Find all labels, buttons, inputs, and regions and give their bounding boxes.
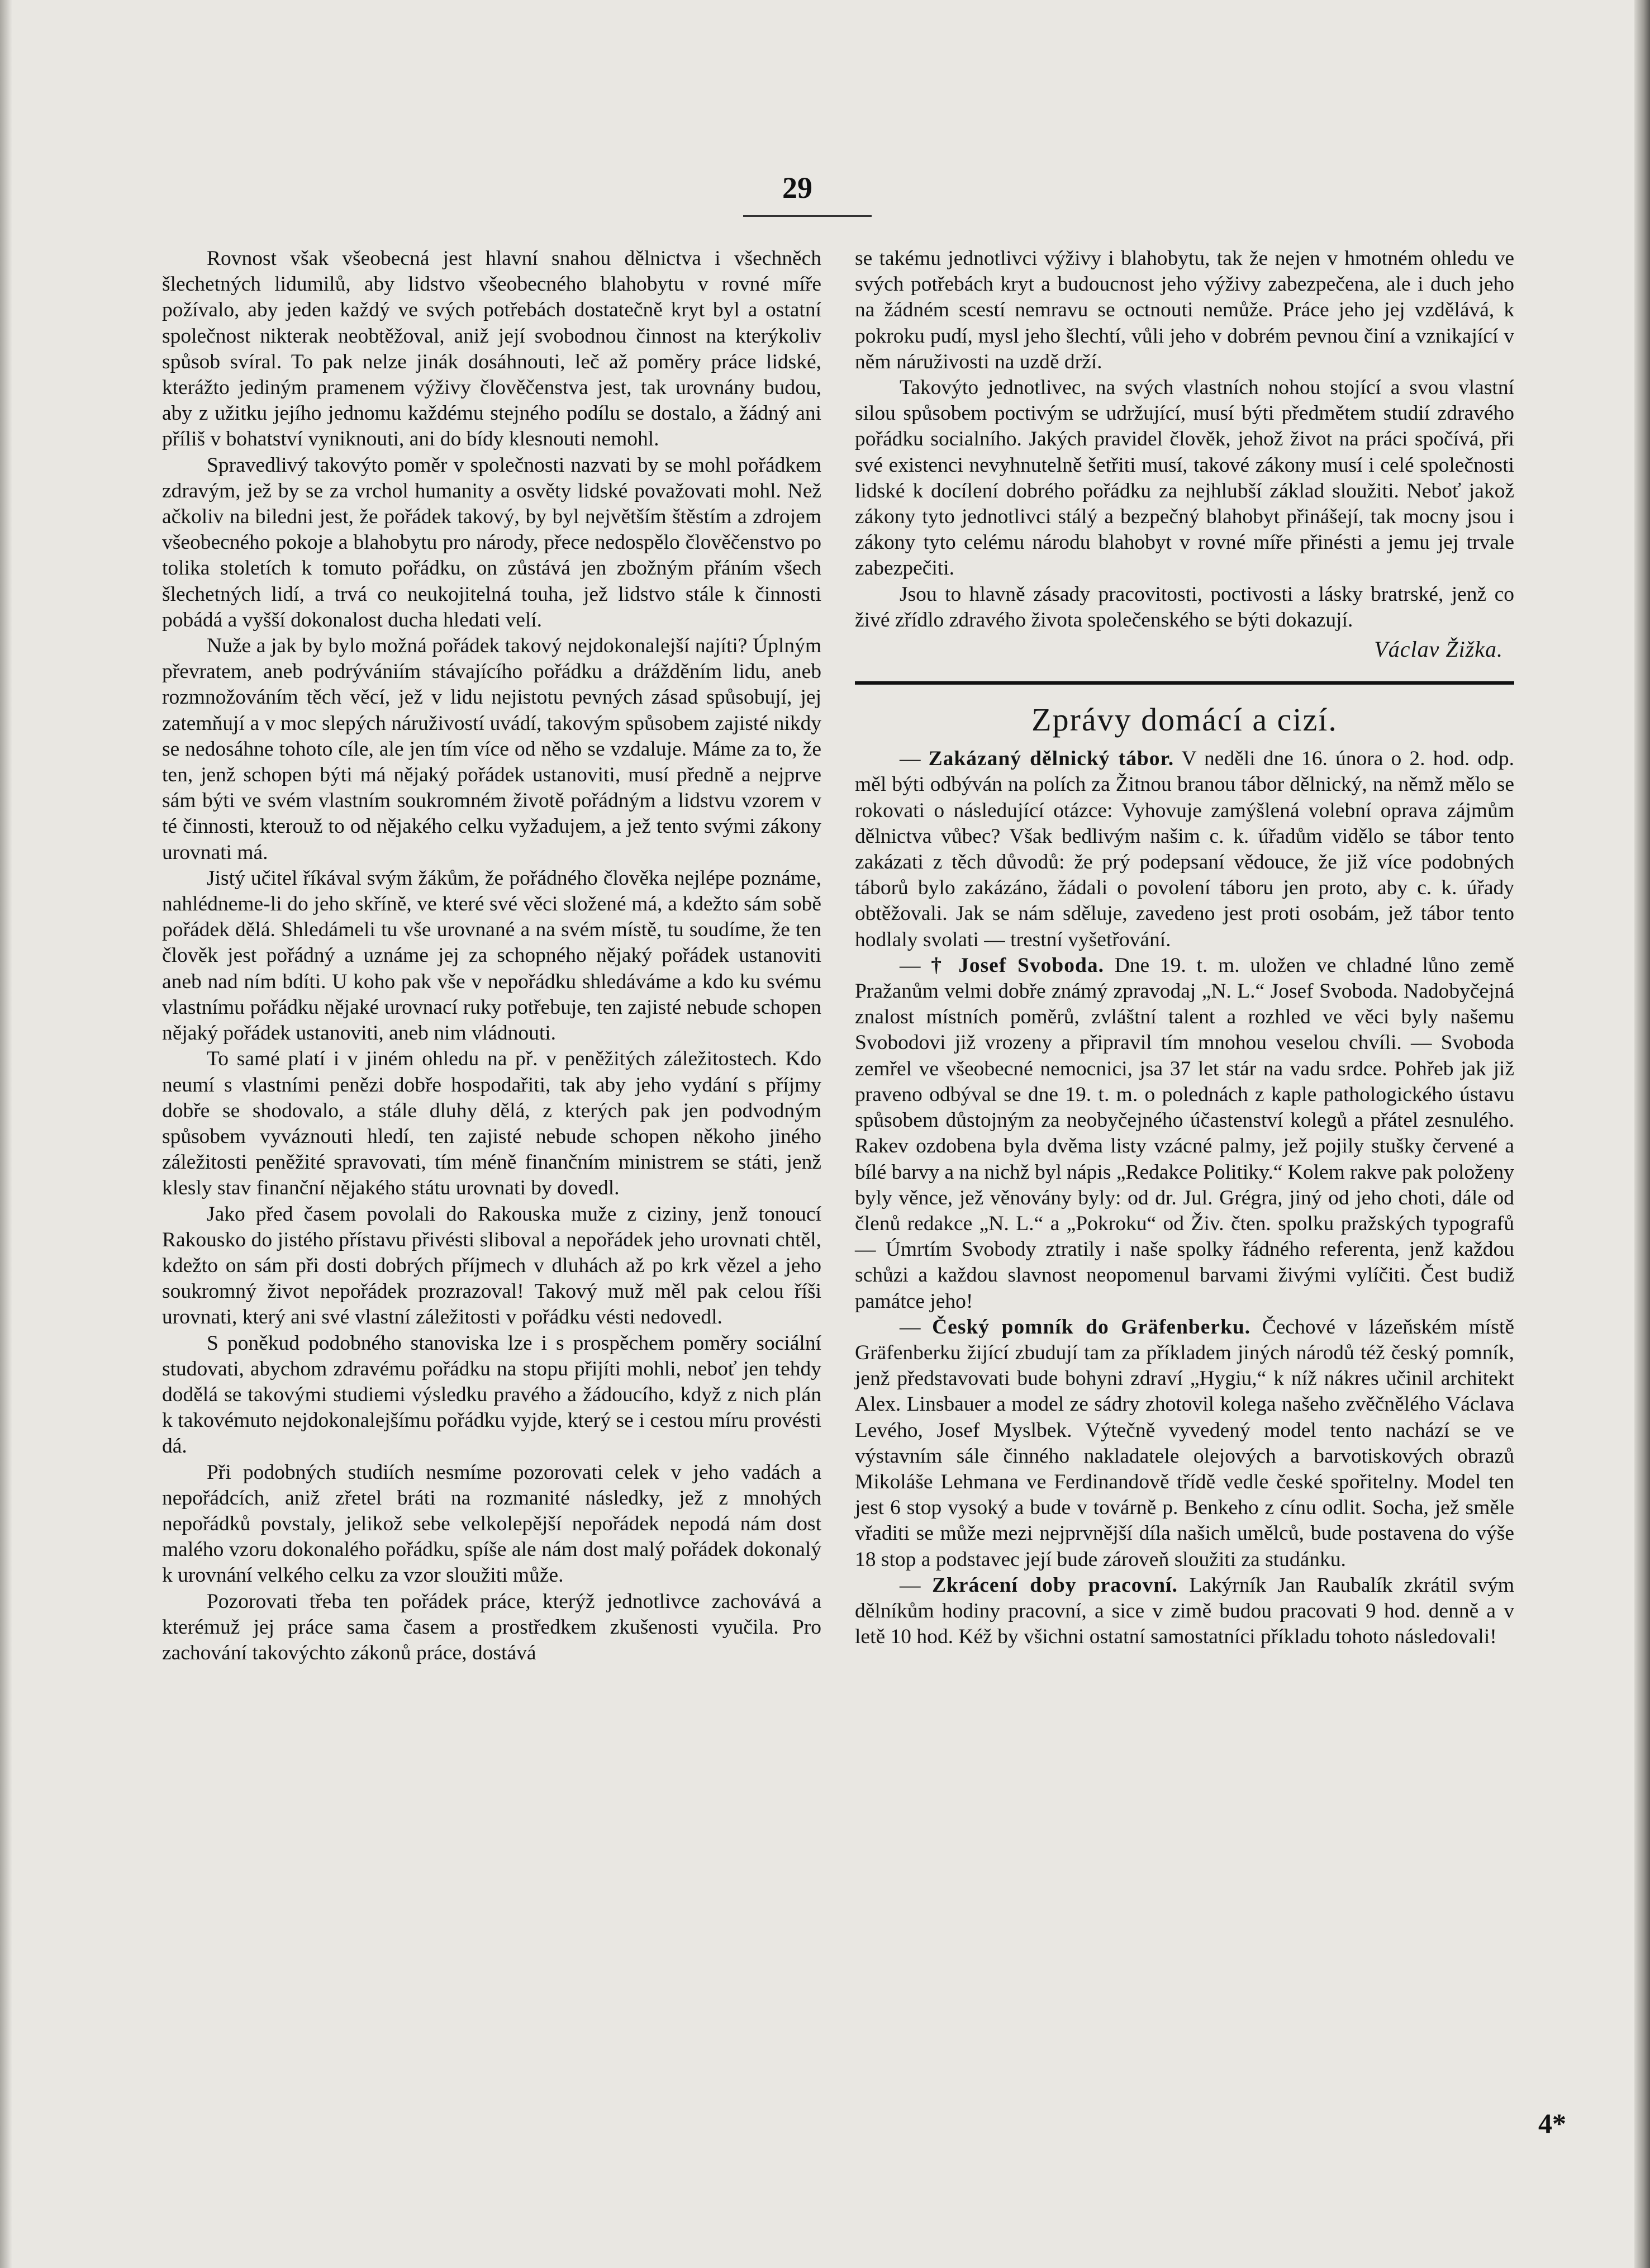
author-signature: Václav Žižka. xyxy=(1374,637,1503,662)
left-paragraph: Pozorovati třeba ten pořádek práce, kterýž jednotlivce zachovává a kterémuž jej práce sama časem a prostředkem zkušenosti vyučila. Pro zachování takovýchto zákonů práce, dostává xyxy=(162,1590,821,1664)
news-dash: — xyxy=(900,953,931,977)
signature-mark: 4* xyxy=(1538,2108,1566,2139)
news-item xyxy=(855,746,1514,953)
left-paragraph: Rovnost však všeobecná jest hlavní snahou dělnictva i všechněch šlechetných lidumilů, aby lidstvo všeobecného blahobytu v rovné míře požívalo, aby jeden každý ve svých potřebách dostatečně kryt byl a ostatní společnost nikterak neobtěžoval, aniž její svobodnou činnost na kterýkoliv spůsob svíral. To pak nelze jinák dosáhnouti, leč až poměry práce lidské, kterážto jediným pramenem výživy člověčenstva jest, tak urovnány budou, aby z užitku jejího jednomu každému stejného podílu se dostalo, a žádný ani příliš v bohatství vyniknouti, ani do bídy klesnouti nemohl. xyxy=(162,247,821,451)
section-divider xyxy=(855,681,1514,685)
news-dash: — xyxy=(900,1315,933,1339)
page-left-edge xyxy=(0,0,12,2268)
news-item xyxy=(855,1315,1514,1573)
section-title: Zprávy domácí a cizí. xyxy=(1031,701,1338,738)
left-paragraph: S poněkud podobného stanoviska lze i s prospěchem poměry sociální studovati, abychom zdravému pořádku na stopu přijíti mohli, neboť jen tehdy dodělá se takovými studiemi výsledku pravého a žádoucího, když z nich plán k takovémuto nejdokonalejšímu pořádku vyjde, který se i cestou míru provésti dá. xyxy=(162,1331,821,1458)
right-paragraph: Takovýto jednotlivec, na svých vlastních nohou stojící a svou vlastní silou spůsobem poctivým se udržující, musí býti předmětem studií zdravého pořádku socialního. Jakých pravidel člověk, jehož život na práci spočívá, při své existenci nevyhnutelně šetřiti musí, takové zákony musí i celé společnosti lidské k docílení dobrého pořádku za nejhlubší základ sloužiti. Neboť jakož zákony tyto jednotlivci stálý a bezpečný blahobyt přinášejí, tak mocny jsou i zákony tyto celému národu blahobyt v rovné míře přinésti a jemu jej trvale zabezpečiti. xyxy=(855,376,1514,580)
left-column xyxy=(162,246,821,1666)
page-number: 29 xyxy=(782,171,812,205)
news-title: Zakázaný dělnický tábor. xyxy=(928,747,1175,771)
news-text: Lakýrník Jan Raubalík zkrátil svým dělníkům hodiny pracovní, a sice v zimě budou pracovati 9 hod. denně a v letě 10 hod. Kéž by všichni ostatní samostatníci příkladu tohoto následovali! xyxy=(855,1573,1514,1649)
news-dash: — xyxy=(900,747,929,771)
left-paragraph: Jistý učitel říkával svým žákům, že pořádného člověka nejlépe poznáme, nahlédneme-li do jeho skříně, ve které své věci složené má, a kdežto sám sobě pořádek dělá. Shledámeli tu vše urovnané a na svém místě, tu soudíme, že ten člověk jest pořádný a uznáme jej za schopného nějaký pořádek ustanoviti aneb nad ním bdíti. U koho pak vše v nepořádku shledáváme a kdo ku svému vlastnímu pořádku nějaké urovnací ruky potřebuje, ten zajisté nebude schopen nějaký pořádek ustanoviti, aneb nim vládnouti. xyxy=(162,866,821,1045)
news-dash: — xyxy=(900,1573,932,1597)
news-item xyxy=(855,1573,1514,1650)
page-number-rule xyxy=(743,215,872,217)
news-text: V neděli dne 16. února o 2. hod. odp. měl býti odbýván na polích za Žitnou branou tábor dělnický, na němž mělo se rokovati o následující otázce: Vyhovuje zamýšlená volební oprava zájmům dělnictva vůbec? Však bedlivým našim c. k. úřadům vidělo se tábor tento zakázati z těch důvodů: že prý podepsaní vědouce, že již více podobných táborů bylo zakázáno, žádali o povolení táboru jen proto, aby c. k. úřady obtěžovali. Jak se nám sděluje, zavedeno jest proti osobám, jež tábor tento hodlaly svolati — trestní vyšetřování. xyxy=(855,747,1515,951)
left-paragraph: Spravedlivý takovýto poměr v společnosti nazvati by se mohl pořádkem zdravým, jež by se za vrchol humanity a osvěty lidské považovati mohl. Než ačkoliv na biledni jest, že pořádek takový, by byl největším štěstím a zdrojem všeobecného pokoje a blahobytu pro národy, přece nedospělo člověčenstvo po tolika stoletích k tomuto pořádku, on zůstává jen zbožným přáním všech šlechetných lidí, a trvá co neukojitelná touha, jež lidstvo stále k činnosti pobádá a vyšší dokonalost ducha hledati velí. xyxy=(162,453,821,632)
left-paragraph: Jako před časem povolali do Rakouska muže z ciziny, jenž tonoucí Rakousko do jistého přístavu přivésti sliboval a nepořádek jeho urovnati chtěl, kdežto on sám při dosti dobrých příjmech v dluhách až po krk vězel a jeho soukromný život nepořádek prozrazoval! Takový muž měl pak celou říši urovnati, který ani své vlastní záležitosti v pořádku vésti nedovedl. xyxy=(162,1202,821,1329)
right-paragraph: se takému jednotlivci výživy i blahobytu, tak že nejen v hmotném ohledu ve svých potřebách kryt a budoucnost jeho výživy zabezpečena, ale i duch jeho na žádném scestí nemravu se octnouti nemůže. Práce jeho jej vzdělává, k pokroku pudí, mysl jeho šlechtí, vůli jeho v dobrém pevnou činí a vznikající v něm náruživosti na uzdě drží. xyxy=(855,247,1514,373)
left-paragraph: Při podobných studiích nesmíme pozorovati celek v jeho vadách a nepořádcích, aniž zřetel bráti na rozmanité následky, jež z mnohých nepořádků povstaly, jelikož sebe velkolepější nepořádek nepodá nám dost malého vzoru dokonalého pořádku, spíše ale nám dost malý pořádek dokonalý k urovnání velkého celku za vzor sloužiti může. xyxy=(162,1460,821,1587)
right-column xyxy=(855,246,1514,1650)
left-paragraph: Nuže a jak by bylo možná pořádek takový nejdokonalejší najíti? Úplným převratem, aneb podrývániím stávajícího pořádku a drážděním lidu, aneb rozmnožováním těch věcí, jež v lidu nejistotu pevných zásad spůsobují, jej zatemňují a v moc slepých náruživostí uvádí, takovým spůsobem zajisté nikdy se nedosáhne tohoto cíle, ale jen tím více od něho se vzdaluje. Máme za to, že ten, jenž schopen býti má nějaký pořádek ustanoviti, musí předně a nejprve sám býti ve svém vlastním soukromném životě pořádným a lidstvu vzorem v té činnosti, kterouž to od nějakého celku vyžadujem, a jež tento svými zákony urovnati má. xyxy=(162,634,821,864)
news-title: † Josef Svoboda. xyxy=(931,953,1104,977)
news-title: Zkrácení doby pracovní. xyxy=(931,1573,1178,1597)
left-paragraph: To samé platí i v jiném ohledu na př. v peněžitých záležitostech. Kdo neumí s vlastními penězi dobře hospodařiti, tak aby jeho vydání s příjmy dobře se shodovalo, a stále dluhy dělá, z kterých pak jen podvodným spůsobem vyváznouti hledí, ten zajisté nebude schopen někoho jiného záležitosti peněžité spravovati, tím méně finančním ministrem se státi, jenž klesly stav finanční nějakého státu urovnati by dovedl. xyxy=(162,1047,821,1200)
page-right-edge xyxy=(1634,0,1650,2268)
right-paragraph: Jsou to hlavně zásady pracovitosti, poctivosti a lásky bratrské, jenž co živé zřídlo zdravého života společenského se býti dokazují. xyxy=(855,582,1514,632)
news-text: Čechové v lázeňském místě Gräfenberku žijící zbudují tam za příkladem jiných národů též český pomník, jenž představovati bude bohyni zdraví „Hygiu,“ k níž nákres učinil architekt Alex. Linsbauer a model ze sádry zhotovil kolega našeho zvěčnělého Václava Levého, Josef Myslbek. Výtečně vyvedený model tento nachází se ve výstavním sále činného nakladatele olejových a barvotiskových obrazů Mikoláše Lehmana ve Ferdinandově třídě vedle české spořitelny. Model ten jest 6 stop vysoký a bude v továrně p. Benkeho z cínu odlit. Socha, jež směle vřaditi se může mezi nejprvnější díla našich umělců, bude postavena do výše 18 stop a podstavec její bude zároveň sloužiti za studánku. xyxy=(855,1315,1514,1571)
news-text: Dne 19. t. m. uložen ve chladné lůno země Pražanům velmi dobře známý zpravodaj „N. L.“ Josef Svoboda. Nadobyčejná znalost místních poměrů, zvláštní talent a rozhled ve věci byly našemu Svobodovi již vrozeny a připravil tím mnohou veselou chvíli. — Svoboda zemřel ve všeobecné nemocnici, jsa 37 let stár na vadu srdce. Pohřeb jak již praveno odbýval se dne 19. t. m. o polednách z kaple pathologického ústavu spůsobem důstojným za neobyčejného účastenství kolegů a přátel zesnulého. Rakev ozdobena byla dvěma listy vzácné palmy, jež pojily stušky červené a bílé barvy a na nichž byl nápis „Redakce Politiky.“ Kolem rakve pak položeny byly věnce, jež věnovány byly: od dr. Jul. Grégra, jiný od jeho choti, dále od členů redakce „N. L.“ a „Pokroku“ od Živ. čten. spolku pražských typografů — Úmrtím Svobody ztratily i naše spolky řádného referenta, jenž každou schůzi a každou slavnost neopomenul barvami živými vylíčiti. Čest budiž památce jeho! xyxy=(855,953,1514,1313)
news-item xyxy=(855,953,1514,1315)
news-title: Český pomník do Gräfenberku. xyxy=(932,1315,1251,1339)
